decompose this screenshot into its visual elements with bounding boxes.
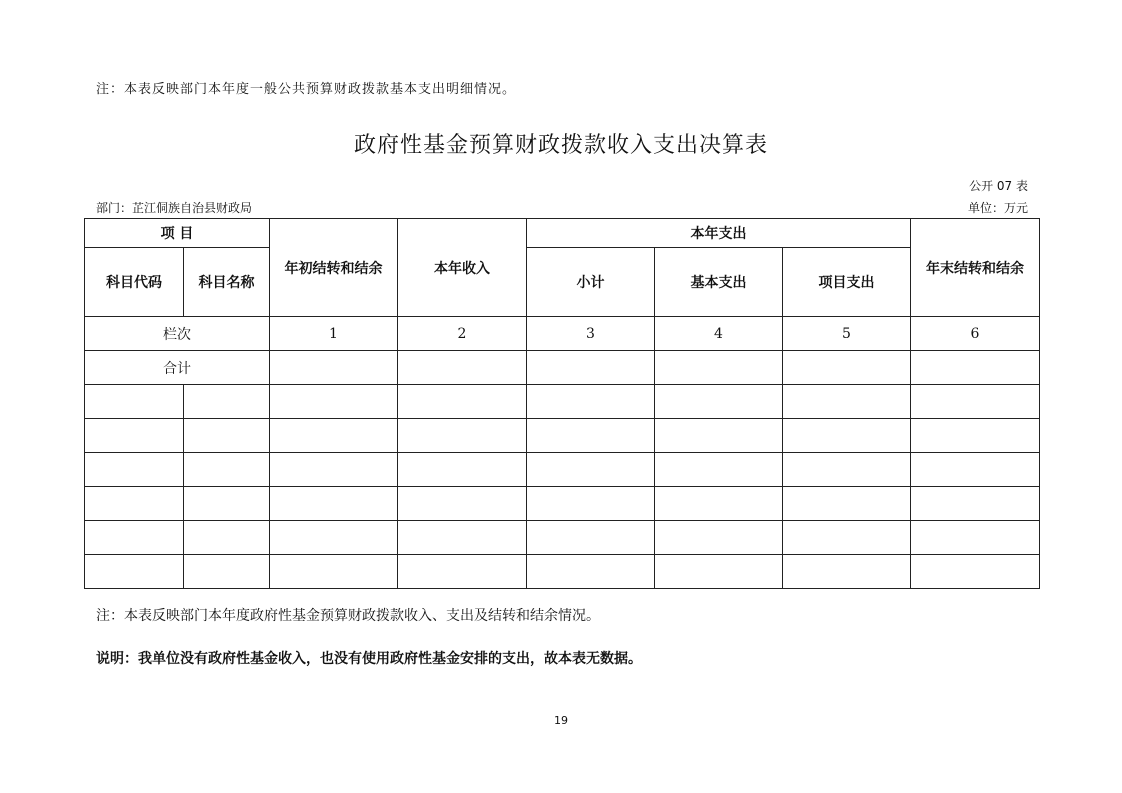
table-cell [184, 385, 270, 419]
table-cell [655, 555, 783, 589]
column-number: 1 [270, 317, 398, 351]
header-beginning-balance: 年初结转和结余 [270, 219, 398, 317]
table-cell [527, 351, 655, 385]
table-cell [655, 419, 783, 453]
table-cell [911, 453, 1040, 487]
column-index-row [85, 317, 1040, 351]
table-cell [184, 419, 270, 453]
column-number: 3 [527, 317, 655, 351]
table-cell [911, 521, 1040, 555]
column-number: 6 [911, 317, 1040, 351]
table-cell [911, 419, 1040, 453]
table-cell [527, 555, 655, 589]
table-cell [527, 453, 655, 487]
table-cell [911, 555, 1040, 589]
table-cell [184, 521, 270, 555]
header-project-expenditure: 项目支出 [783, 248, 911, 317]
table-cell [85, 385, 184, 419]
header-current-expenditure: 本年支出 [527, 219, 911, 248]
table-cell [783, 419, 911, 453]
table-cell [783, 487, 911, 521]
table-row [85, 521, 1040, 555]
header-subtotal: 小计 [527, 248, 655, 317]
column-number: 2 [398, 317, 527, 351]
table-cell [270, 453, 398, 487]
table-cell [184, 487, 270, 521]
table-row [85, 487, 1040, 521]
bottom-note: 注：本表反映部门本年度政府性基金预算财政拨款收入、支出及结转和结余情况。 [96, 608, 600, 624]
table-cell [911, 487, 1040, 521]
table-cell [184, 453, 270, 487]
table-cell [783, 521, 911, 555]
table-cell [655, 351, 783, 385]
column-number: 4 [655, 317, 783, 351]
table-cell [85, 419, 184, 453]
table-cell [270, 555, 398, 589]
table-cell [527, 385, 655, 419]
table-cell [398, 453, 527, 487]
table-cell [527, 419, 655, 453]
header-current-income: 本年收入 [398, 219, 527, 317]
table-cell [783, 351, 911, 385]
table-cell [270, 521, 398, 555]
table-cell [398, 385, 527, 419]
form-code: 公开 07 表 [969, 179, 1028, 193]
table-cell [85, 453, 184, 487]
page-number: 19 [554, 714, 568, 727]
total-label: 合计 [85, 351, 270, 385]
table-cell [398, 521, 527, 555]
top-note: 注：本表反映部门本年度一般公共预算财政拨款基本支出明细情况。 [96, 82, 517, 97]
table-row [85, 385, 1040, 419]
fund-budget-table [84, 218, 1040, 589]
table-row [85, 555, 1040, 589]
table-cell [655, 385, 783, 419]
department-label: 部门：芷江侗族自治县财政局 [96, 201, 253, 215]
table-cell [184, 555, 270, 589]
table-cell [783, 453, 911, 487]
empty-rows [85, 385, 1040, 589]
table-cell [85, 487, 184, 521]
column-index-label: 栏次 [85, 317, 270, 351]
table-row [85, 419, 1040, 453]
table-cell [270, 385, 398, 419]
table-cell [783, 555, 911, 589]
table-cell [911, 351, 1040, 385]
table-cell [270, 351, 398, 385]
column-number: 5 [783, 317, 911, 351]
header-subject-code: 科目代码 [85, 248, 184, 317]
unit-label: 单位：万元 [967, 201, 1028, 215]
table-cell [398, 487, 527, 521]
explanation-note: 说明：我单位没有政府性基金收入，也没有使用政府性基金安排的支出，故本表无数据。 [96, 651, 642, 667]
table-cell [655, 487, 783, 521]
table-cell [527, 521, 655, 555]
table-cell [270, 419, 398, 453]
table-cell [85, 521, 184, 555]
table-cell [783, 385, 911, 419]
header-subject-name: 科目名称 [184, 248, 270, 317]
total-row [85, 351, 1040, 385]
table-cell [85, 555, 184, 589]
header-ending-balance: 年末结转和结余 [911, 219, 1040, 317]
table-cell [398, 419, 527, 453]
table-cell [398, 351, 527, 385]
table-cell [911, 385, 1040, 419]
page-title: 政府性基金预算财政拨款收入支出决算表 [353, 133, 768, 158]
header-item: 项 目 [85, 219, 270, 248]
header-basic-expenditure: 基本支出 [655, 248, 783, 317]
table-cell [527, 487, 655, 521]
table-cell [398, 555, 527, 589]
table-row [85, 453, 1040, 487]
table-cell [655, 521, 783, 555]
table-cell [270, 487, 398, 521]
table-cell [655, 453, 783, 487]
